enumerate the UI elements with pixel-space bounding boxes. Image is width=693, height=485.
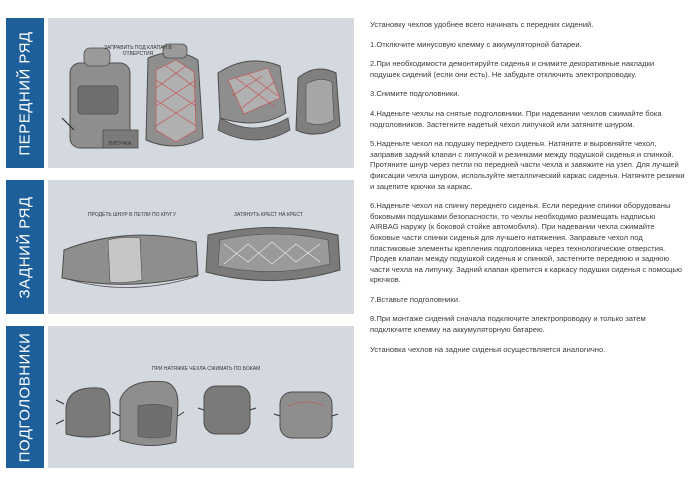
section-label-front-text: ПЕРЕДНИЙ РЯД (16, 30, 34, 156)
caption-rear-right: ЗАТЯНУТЬ КРЕСТ НА КРЕСТ (234, 212, 303, 218)
instructions-column (370, 20, 686, 364)
caption-front-top-line1: ЗАПРАВИТЬ ПОД КЛАПАН В (104, 45, 172, 51)
instruction-step-6: 6.Наденьте чехол на спинку переднего сиденья. Если передние спинки оборудованы боковыми подушками безопасности, то чехлы необходимо размещать надписью AIRBAG наружу (к боковой стойке автомобиля). При надевании чехла сжимайте боковые части спинки сиденья для лучшего натяжения. Заправьте чехол под пластиковые элементы крепления подголовника через технологические отверстия. Продев клапан между подушкой сиденья и спинкой, застегните переднюю и заднюю части чехла на липучку. Задний клапан крепится к каркасу подушки сиденья с помощью крючков. (370, 201, 682, 285)
headrest-step-1 (56, 388, 110, 437)
instruction-step-3: 3.Снимите подголовники. (370, 89, 460, 99)
instruction-rear-note: Установка чехлов на задние сиденья осуществляется аналогично. (370, 344, 606, 354)
headrests-illustration-panel (48, 326, 354, 468)
instruction-step-8: 8.При монтаже сидений сначала подключите электропроводку и только затем подключите клемму на аккумуляторную батарею. (370, 314, 646, 335)
front-row-illustration-panel (48, 18, 354, 168)
rear-row-illustration-panel (48, 180, 354, 314)
front-seat-illustrations (48, 18, 354, 168)
rear-seat-illustrations (48, 180, 354, 314)
instruction-step-1: 1.Отключите минусовую клемму с аккумуляторной батареи. (370, 39, 582, 49)
front-seat-angled-view (218, 61, 290, 140)
headrest-step-2 (112, 381, 184, 445)
caption-rear-left: ПРОДЕТЬ ШНУР В ПЕТЛИ ПО КРУГУ (88, 212, 177, 218)
instruction-step-7: 7.Вставьте подголовники. (370, 294, 461, 304)
rear-seat-cushion-left (62, 235, 198, 287)
headrest-illustrations (48, 326, 354, 468)
caption-front-top-line2: ОТВЕРСТИЯ (122, 51, 154, 57)
instruction-step-2: 2.При необходимости демонтируйте сиденья и снимите декоративные накладки подушек сидений (если они есть). Не забудьте отключить электропроводку. (370, 59, 655, 79)
front-seat-quilted-view (146, 44, 203, 146)
caption-front-bottom: ЛИПУЧКА (108, 141, 132, 147)
section-label-rear-text: ЗАДНИЙ РЯД (16, 196, 34, 298)
front-seat-back-view (62, 48, 138, 148)
caption-front-top (104, 45, 172, 57)
section-label-headrests (6, 326, 44, 468)
instruction-step-5: 5.Наденьте чехол на подушку переднего сиденья. Натяните и выровняйте чехол, заправив задний клапан с липучкой и резинками между подушкой сиденья и спинкой. Протяните шнур через петли по передней части чехла и завяжите на узел. Для лучшей фиксации чехла шнуром, используйте металлический каркас сиденья. Натяните резинки и зацепите крючки за каркас. (370, 139, 685, 191)
section-label-front (6, 18, 44, 168)
rear-seat-cushion-right (206, 228, 340, 281)
caption-headrests-top: ПРИ НАТЯЖКЕ ЧЕХЛА СЖИМАТЬ ПО БОКАМ (152, 366, 261, 372)
instruction-intro: Установку чехлов удобнее всего начинать с передних сидений. (370, 20, 594, 29)
front-seat-side-view (296, 69, 340, 134)
headrest-step-3 (198, 386, 256, 434)
section-label-rear (6, 180, 44, 314)
section-label-headrests-text: ПОДГОЛОВНИКИ (16, 332, 34, 462)
instruction-step-4: 4.Наденьте чехлы на снятые подголовники. При надевании чехлов сжимайте бока подголовников. Застегните надетый чехол липучкой или затяните шнуром. (370, 108, 662, 129)
headrest-step-4 (274, 392, 338, 438)
